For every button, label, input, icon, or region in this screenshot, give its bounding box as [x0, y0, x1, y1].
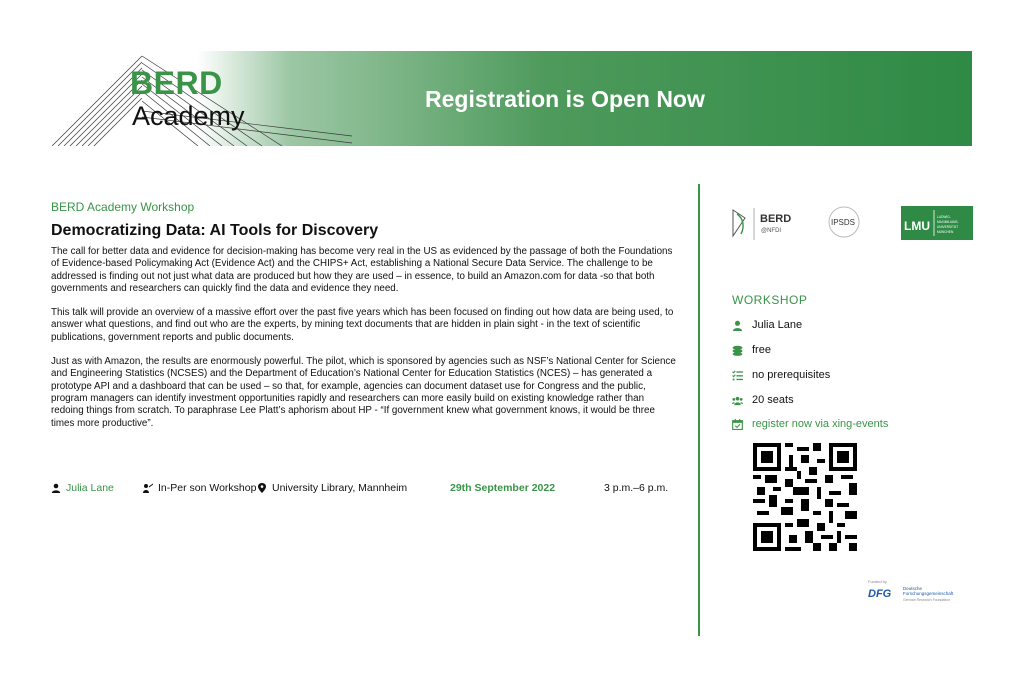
ipsds-logo	[829, 207, 859, 237]
coins-icon	[732, 345, 743, 356]
svg-text:UNIVERSITÄT: UNIVERSITÄT	[937, 225, 959, 229]
sidebar-item-register[interactable]	[732, 418, 888, 430]
calendar-check-icon	[732, 419, 743, 430]
lmu-logo	[901, 206, 973, 240]
dfg-logo	[868, 578, 968, 608]
sidebar-item-seats	[732, 394, 794, 406]
sidebar-divider	[698, 184, 700, 636]
berd-nfdi-sub: @NFDI	[761, 228, 782, 234]
banner-headline: Registration is Open Now	[425, 86, 705, 112]
format-meta	[143, 482, 256, 494]
partner-logos	[731, 204, 976, 244]
registration-qr-code[interactable]	[753, 443, 857, 551]
users-icon	[732, 395, 743, 406]
sidebar-item-label: no prerequisites	[752, 369, 831, 381]
sidebar-item-prerequisites	[732, 369, 830, 381]
speaker-meta	[51, 482, 114, 494]
event-date: 29th September 2022	[450, 482, 556, 494]
event-meta-row	[51, 482, 677, 496]
sidebar-item-label: free	[752, 344, 771, 356]
paragraph-3: Just as with Amazon, the results are enormously powerful. The pilot, which is sponsored by agencies such as NSF’s National Center for Science and Engineering Statistics (NCSES) and the Department of Education’s National Center for Education Statistics (NCES) – has generated a prototype API and a dashboard that can be used – so that, for example, agencies can document dataset use for Congress and the public, program managers can identify investment opportunities rapidly and researchers can more easily build on existing knowledge rather than redoing things from scratch. To paraphrase Lee Platt’s aphorism about HP - “If government knew what government knows, it would be three times more productive”.	[51, 356, 676, 429]
map-pin-icon	[257, 483, 267, 493]
person-icon	[51, 483, 61, 493]
workshop-title: Democratizing Data: AI Tools for Discovery	[51, 222, 379, 239]
format-label: In-Per son Workshop	[158, 482, 257, 494]
location-meta	[257, 482, 407, 494]
sidebar-item-label: Julia Lane	[752, 319, 803, 331]
svg-text:LUDWIG-: LUDWIG-	[937, 215, 951, 219]
paragraph-1: The call for better data and evidence for decision-making has become very real in the US as evidenced by the passage of both the Foundations of Evidence-based Policymaking Act (Evidence Act) and the CHIPS+ Act, establishing a National Secure Data Service. The challenge to be addressed is finding out not just what data are produced but how they are used – in essence, to build an Amazon.com for data -so that both governments and researchers can quickly find the data and evidence they need.	[51, 246, 673, 294]
berd-logo-text: BERD	[130, 65, 223, 101]
sidebar-item-label: 20 seats	[752, 394, 794, 406]
dfg-funded-by: Funded by	[868, 579, 887, 584]
register-link[interactable]: register now via xing-events	[752, 418, 889, 430]
svg-text:MAXIMILIANS-: MAXIMILIANS-	[937, 220, 959, 224]
dfg-line3: German Research Foundation	[903, 598, 951, 602]
checklist-icon	[732, 370, 743, 381]
sidebar-heading: WORKSHOP	[732, 293, 808, 307]
event-time: 3 p.m.–6 p.m.	[604, 482, 669, 494]
main-content	[51, 200, 677, 442]
location-label: University Library, Mannheim	[272, 482, 408, 494]
person-chalkboard-icon	[143, 483, 153, 493]
speaker-name: Julia Lane	[66, 482, 114, 494]
academy-logo-text: Academy	[132, 101, 245, 131]
lmu-text: LMU	[904, 219, 930, 233]
workshop-kicker: BERD Academy Workshop	[51, 200, 195, 214]
sidebar-item-speaker	[732, 319, 802, 331]
berd-nfdi-text: BERD	[760, 213, 792, 225]
header-banner	[52, 51, 972, 146]
sidebar-item-fee	[732, 344, 771, 356]
dfg-line1: Deutsche	[903, 586, 923, 591]
dfg-name: DFG	[868, 588, 892, 600]
person-icon	[732, 320, 743, 331]
ipsds-text: IPSDS	[831, 218, 856, 227]
svg-text:MÜNCHEN: MÜNCHEN	[937, 230, 954, 234]
paragraph-2: This talk will provide an overview of a massive effort over the past five years which has been focused on finding out how data are being used, to answer what questions, and find out who are the experts, by mining text documents that are hidden in plain sight - in the text of scientific publications, government reports and public documents.	[51, 307, 674, 343]
dfg-line2: Forschungsgemeinschaft	[903, 591, 954, 596]
berd-nfdi-logo	[733, 208, 791, 240]
